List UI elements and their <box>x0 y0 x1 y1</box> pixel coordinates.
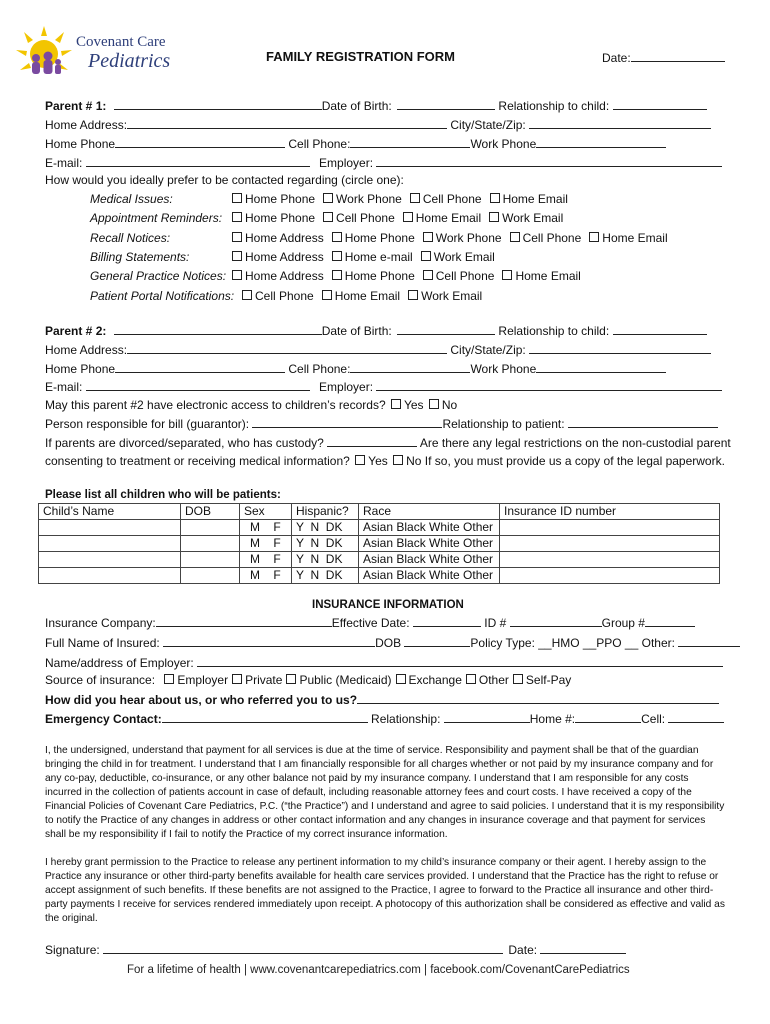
parent2-access-row <box>45 398 457 413</box>
parent1-cellphone-field[interactable] <box>350 136 470 148</box>
parent1-row3 <box>45 136 666 152</box>
ins-policy-other-field[interactable] <box>678 635 740 647</box>
emergency-cell-label: Cell: <box>641 712 666 726</box>
contact-option-checkbox[interactable] <box>423 232 433 242</box>
parent1-city-label: City/State/Zip: <box>450 118 526 132</box>
contact-option-checkbox[interactable] <box>332 251 342 261</box>
ins-company-label: Insurance Company: <box>45 616 156 630</box>
contact-option-checkbox[interactable] <box>510 232 520 242</box>
parent2-relationship-label: Relationship to child: <box>498 324 610 338</box>
parent2-homephone-label: Home Phone <box>45 362 116 376</box>
col-race: Race <box>359 504 500 520</box>
child-dob-cell[interactable] <box>181 552 240 568</box>
source-checkbox[interactable] <box>466 674 476 684</box>
ins-insured-field[interactable] <box>163 635 375 647</box>
col-sex: Sex <box>240 504 292 520</box>
signature-label: Signature: <box>45 943 100 957</box>
financial-policy-paragraph: I, the undersigned, understand that payment for all services is due at the time of service. Responsibility and payment shall be that of the guardian bringing the child in for treatment. I understand that I am financially responsible for all charges whether or not paid by my insurance company and for any co-pay, deductible, co-insurance, or any other balance not paid by my insurance company. I understand that I am responsible for any costs incurred in the collection of patients account in case of default, including reasonable attorney fees and court costs. I have received a copy of the Financial Policies of Covenant Care Pediatrics, P.C. (“the Practice”) and I understand and agree to said policies. I understand that it is my responsibility to notify the Practice of any changes in address or other contact information and any changes in insurance coverage and that payment for services shall be my responsibility if I fail to notify the Practice of my correct insurance information. <box>45 745 725 840</box>
insurance-row3 <box>45 655 723 671</box>
contact-pref-label: Appointment Reminders: <box>90 211 223 225</box>
emergency-row <box>45 711 724 727</box>
ins-policy-label: Policy Type: __HMO __PPO __ Other: <box>470 636 675 650</box>
child-hispanic-cell: Y N DK <box>292 536 359 552</box>
contact-pref-options <box>230 192 574 206</box>
form-title: FAMILY REGISTRATION FORM <box>266 49 455 64</box>
parent2-name-field[interactable] <box>114 323 322 335</box>
parent1-row4 <box>45 155 722 171</box>
ins-id-field[interactable] <box>510 615 602 627</box>
parent2-email-label: E-mail: <box>45 380 83 394</box>
parent1-workphone-field[interactable] <box>536 136 666 148</box>
contact-option-label: Home Email <box>334 289 401 303</box>
child-dob-cell[interactable] <box>181 568 240 584</box>
contact-option-checkbox[interactable] <box>232 193 242 203</box>
consent-yes-checkbox[interactable] <box>355 455 365 465</box>
parent2-address-field[interactable] <box>127 342 447 354</box>
guarantor-field[interactable] <box>252 416 442 428</box>
parent1-label: Parent # 1: <box>45 99 107 113</box>
emergency-relationship-field[interactable] <box>444 711 530 723</box>
sun-family-icon <box>14 24 74 82</box>
access-yes-checkbox[interactable] <box>391 399 401 409</box>
emergency-label: Emergency Contact: <box>45 712 162 726</box>
consent-row <box>45 454 725 469</box>
logo-line2: Pediatrics <box>88 50 171 72</box>
insurance-row1 <box>45 615 695 631</box>
child-row <box>39 536 720 552</box>
rel-patient-field[interactable] <box>568 416 718 428</box>
referral-label: How did you hear about us, or who referred you to us? <box>45 693 358 707</box>
access-no-label: No <box>441 398 458 412</box>
contact-option-checkbox[interactable] <box>489 212 499 222</box>
children-header-row <box>39 504 720 520</box>
contact-pref-options <box>230 269 587 283</box>
parent1-city-field[interactable] <box>529 117 711 129</box>
children-heading: Please list all children who will be patients: <box>45 489 281 501</box>
child-insurance-cell[interactable] <box>500 520 720 536</box>
contact-option-label: Cell Phone <box>422 192 482 206</box>
ins-dob-field[interactable] <box>404 635 470 647</box>
source-label: Self-Pay <box>525 673 572 687</box>
parent1-employer-label: Employer: <box>319 156 374 170</box>
contact-option-label: Home Email <box>602 231 668 245</box>
parent2-row3 <box>45 361 666 377</box>
header-date-label: Date: <box>602 51 631 65</box>
emergency-home-field[interactable] <box>575 711 641 723</box>
signature-date-label: Date: <box>508 943 538 957</box>
signature-date-field[interactable] <box>540 942 626 954</box>
parent1-homephone-field[interactable] <box>115 136 285 148</box>
ins-insured-label: Full Name of Insured: <box>45 636 160 650</box>
child-sex-cell: M F <box>240 536 292 552</box>
consent-no-label: No If so, you must provide us a copy of the legal paperwork. <box>406 454 725 468</box>
ins-effective-label: Effective Date: <box>331 616 410 630</box>
contact-option-label: Cell Phone <box>255 289 314 303</box>
parent2-cellphone-label: Cell Phone: <box>288 362 351 376</box>
children-table <box>38 503 720 584</box>
ins-employer-label: Name/address of Employer: <box>45 656 194 670</box>
child-sex-cell: M F <box>240 520 292 536</box>
contact-option-label: Home Phone <box>245 192 316 206</box>
contact-pref-label: Billing Statements: <box>90 250 190 264</box>
contact-option-label: Home Phone <box>344 231 415 245</box>
parent1-workphone-label: Work Phone <box>470 137 537 151</box>
parent2-label: Parent # 2: <box>45 324 107 338</box>
parent1-row2 <box>45 117 711 133</box>
col-insurance-id: Insurance ID number <box>500 504 720 520</box>
contact-option-label: Work Email <box>421 289 483 303</box>
contact-option-checkbox[interactable] <box>403 212 413 222</box>
signature-row <box>45 942 626 958</box>
contact-option-checkbox[interactable] <box>589 232 599 242</box>
contact-option-checkbox[interactable] <box>232 232 242 242</box>
ins-source-label: Source of insurance: <box>45 673 156 687</box>
contact-option-label: Home Email <box>502 192 568 206</box>
child-hispanic-cell: Y N DK <box>292 520 359 536</box>
custody-row <box>45 435 731 451</box>
guarantor-label: Person responsible for bill (guarantor): <box>45 417 250 431</box>
child-insurance-cell[interactable] <box>500 536 720 552</box>
guarantor-row <box>45 416 718 432</box>
parent2-dob-field[interactable] <box>397 323 495 335</box>
access-yes-label: Yes <box>403 398 424 412</box>
ins-id-label: ID # <box>484 616 507 630</box>
contact-pref-options <box>230 250 501 264</box>
contact-option-checkbox[interactable] <box>232 251 242 261</box>
parent2-row1 <box>45 323 707 339</box>
contact-option-checkbox[interactable] <box>332 232 342 242</box>
contact-option-checkbox[interactable] <box>408 290 418 300</box>
emergency-field[interactable] <box>162 711 368 723</box>
authorization-paragraph: I hereby grant permission to the Practice to release any pertinent information to my child’s insurance company or their agent. I hereby assign to the Practice any insurance or other third-party benefits available for health care services provided. I understand that the Practice has the right to refuse or accept assignment of such benefits. If these benefits are not assigned to the Practice, I agree to forward to the Practice all insurance and other third-party payments I receive for services rendered immediately upon receipt. A photocopy of this authorization shall be considered as effective and valid as the original. <box>45 857 725 924</box>
contact-option-label: Home Address <box>245 269 324 283</box>
child-row <box>39 552 720 568</box>
source-checkbox[interactable] <box>396 674 406 684</box>
parent1-email-field[interactable] <box>86 155 310 167</box>
child-hispanic-cell: Y N DK <box>292 568 359 584</box>
contact-option-checkbox[interactable] <box>232 212 242 222</box>
access-no-checkbox[interactable] <box>429 399 439 409</box>
child-dob-cell[interactable] <box>181 536 240 552</box>
contact-option-checkbox[interactable] <box>322 290 332 300</box>
parent2-cellphone-field[interactable] <box>350 361 470 373</box>
parent2-workphone-field[interactable] <box>536 361 666 373</box>
contact-option-checkbox[interactable] <box>323 193 333 203</box>
col-child-name: Child’s Name <box>39 504 181 520</box>
child-name-cell[interactable] <box>39 552 181 568</box>
contact-option-checkbox[interactable] <box>232 270 242 280</box>
contact-pref-question: How would you ideally prefer to be contacted regarding (circle one): <box>45 173 404 187</box>
source-label: Employer <box>177 673 229 687</box>
emergency-home-label: Home #: <box>529 712 576 726</box>
child-sex-cell: M F <box>240 552 292 568</box>
col-dob: DOB <box>181 504 240 520</box>
insurance-source-row <box>45 673 571 688</box>
contact-option-label: Work Phone <box>336 192 402 206</box>
referral-row <box>45 692 719 708</box>
parent2-address-label: Home Address: <box>45 343 128 357</box>
parent2-homephone-field[interactable] <box>115 361 285 373</box>
contact-option-checkbox[interactable] <box>502 270 512 280</box>
contact-option-label: Home Email <box>415 211 482 225</box>
contact-option-label: Home Phone <box>245 211 316 225</box>
consent-yes-label: Yes <box>368 454 388 468</box>
parent2-row2 <box>45 342 711 358</box>
rel-patient-label: Relationship to patient: <box>442 417 565 431</box>
child-race-cell: Asian Black White Other <box>359 520 500 536</box>
source-checkbox[interactable] <box>164 674 174 684</box>
parent1-cellphone-label: Cell Phone: <box>288 137 351 151</box>
contact-option-checkbox[interactable] <box>332 270 342 280</box>
consent-no-checkbox[interactable] <box>393 455 403 465</box>
contact-option-label: Home e-mail <box>344 250 413 264</box>
parent1-address-label: Home Address: <box>45 118 128 132</box>
contact-option-checkbox[interactable] <box>423 270 433 280</box>
footer: For a lifetime of health | www.covenantcarepediatrics.com | facebook.com/CovenantCarePediatrics <box>127 964 630 976</box>
referral-field[interactable] <box>357 692 719 704</box>
restrictions-label: Are there any legal restrictions on the non-custodial parent <box>419 436 731 450</box>
contact-pref-options <box>230 231 674 245</box>
contact-option-checkbox[interactable] <box>323 212 333 222</box>
header-date-field[interactable] <box>631 50 725 62</box>
signature-field[interactable] <box>103 942 503 954</box>
child-name-cell[interactable] <box>39 568 181 584</box>
ins-company-field[interactable] <box>156 615 332 627</box>
child-race-cell: Asian Black White Other <box>359 552 500 568</box>
contact-pref-options <box>240 289 488 303</box>
ins-effective-field[interactable] <box>413 615 481 627</box>
parent2-city-label: City/State/Zip: <box>450 343 526 357</box>
child-row <box>39 568 720 584</box>
parent1-homephone-label: Home Phone <box>45 137 116 151</box>
parent1-address-field[interactable] <box>127 117 447 129</box>
header-date <box>602 50 725 65</box>
contact-option-label: Home Phone <box>344 269 415 283</box>
child-insurance-cell[interactable] <box>500 552 720 568</box>
contact-option-checkbox[interactable] <box>421 251 431 261</box>
logo-line1: Covenant Care <box>76 34 166 50</box>
custody-field[interactable] <box>327 435 417 447</box>
parent1-row1 <box>45 98 707 114</box>
source-label: Exchange <box>408 673 462 687</box>
parent2-employer-label: Employer: <box>319 380 374 394</box>
parent1-dob-label: Date of Birth: <box>321 99 392 113</box>
access-question: May this parent #2 have electronic access to children’s records? <box>45 398 386 412</box>
contact-pref-options <box>230 211 569 225</box>
consent-label: consenting to treatment or receiving medical information? <box>45 454 350 468</box>
ins-dob-label: DOB <box>375 636 402 650</box>
parent1-relationship-label: Relationship to child: <box>498 99 610 113</box>
contact-option-label: Home Address <box>245 250 324 264</box>
contact-option-label: Cell Phone <box>522 231 582 245</box>
source-label: Private <box>245 673 283 687</box>
child-name-cell[interactable] <box>39 520 181 536</box>
contact-option-checkbox[interactable] <box>242 290 252 300</box>
contact-option-label: Cell Phone <box>336 211 395 225</box>
emergency-cell-field[interactable] <box>668 711 724 723</box>
child-race-cell: Asian Black White Other <box>359 536 500 552</box>
source-checkbox[interactable] <box>513 674 523 684</box>
source-checkbox[interactable] <box>286 674 296 684</box>
parent2-dob-label: Date of Birth: <box>321 324 392 338</box>
contact-pref-label: Patient Portal Notifications: <box>90 289 235 303</box>
child-row <box>39 520 720 536</box>
contact-option-label: Cell Phone <box>435 269 495 283</box>
ins-employer-field[interactable] <box>197 655 723 667</box>
ins-group-field[interactable] <box>645 615 695 627</box>
parent2-city-field[interactable] <box>529 342 711 354</box>
contact-option-checkbox[interactable] <box>410 193 420 203</box>
contact-option-label: Home Address <box>245 231 324 245</box>
contact-option-label: Home Email <box>515 269 581 283</box>
parent1-dob-field[interactable] <box>397 98 495 110</box>
parent2-row4 <box>45 379 722 395</box>
insurance-row2 <box>45 635 740 651</box>
parent2-employer-field[interactable] <box>376 379 722 391</box>
source-checkbox[interactable] <box>232 674 242 684</box>
insurance-heading: INSURANCE INFORMATION <box>312 599 464 611</box>
parent1-employer-field[interactable] <box>376 155 722 167</box>
contact-pref-label: General Practice Notices: <box>90 269 227 283</box>
contact-pref-label: Recall Notices: <box>90 231 171 245</box>
contact-pref-label: Medical Issues: <box>90 192 173 206</box>
parent2-relationship-field[interactable] <box>613 323 707 335</box>
child-hispanic-cell: Y N DK <box>292 552 359 568</box>
parent1-name-field[interactable] <box>114 98 322 110</box>
child-dob-cell[interactable] <box>181 520 240 536</box>
source-label: Public (Medicaid) <box>299 673 392 687</box>
logo <box>14 24 184 82</box>
child-race-cell: Asian Black White Other <box>359 568 500 584</box>
emergency-relationship-label: Relationship: <box>371 712 441 726</box>
source-label: Other <box>478 673 509 687</box>
parent1-relationship-field[interactable] <box>613 98 707 110</box>
ins-group-label: Group # <box>601 616 645 630</box>
child-sex-cell: M F <box>240 568 292 584</box>
contact-option-checkbox[interactable] <box>490 193 500 203</box>
contact-option-label: Work Email <box>502 211 564 225</box>
child-insurance-cell[interactable] <box>500 568 720 584</box>
contact-option-label: Work Phone <box>435 231 502 245</box>
custody-label: If parents are divorced/separated, who has custody? <box>45 436 324 450</box>
child-name-cell[interactable] <box>39 536 181 552</box>
contact-option-label: Work Email <box>433 250 495 264</box>
col-hispanic: Hispanic? <box>292 504 359 520</box>
parent2-workphone-label: Work Phone <box>470 362 537 376</box>
parent2-email-field[interactable] <box>86 379 310 391</box>
parent1-email-label: E-mail: <box>45 156 83 170</box>
